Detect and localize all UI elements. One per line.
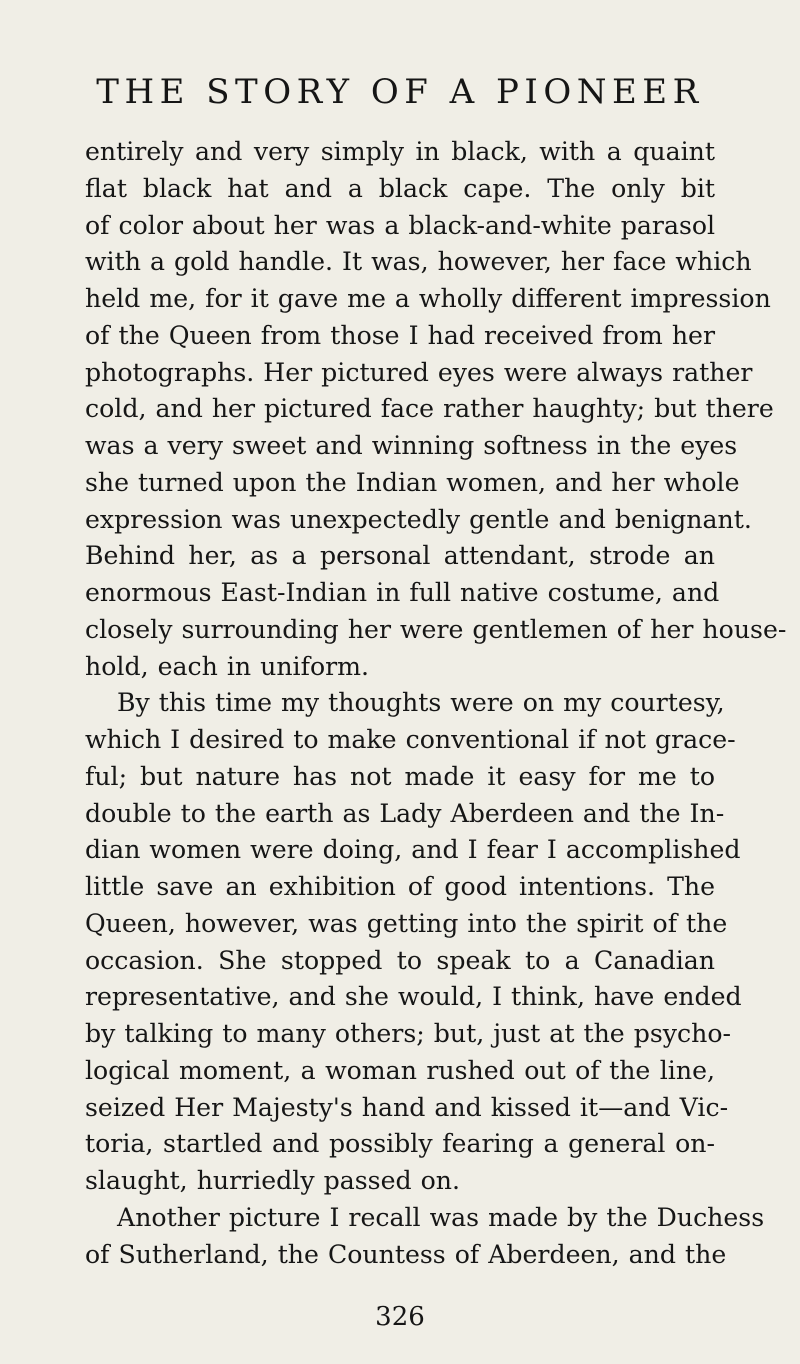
text-line: toria, startled and possibly fearing a general on- <box>85 1129 715 1159</box>
text-line: Behind her, as a personal attendant, strode an <box>85 541 715 571</box>
text-line: little save an exhibition of good intentions. The <box>85 872 715 901</box>
text-line: Queen, however, was getting into the spirit of the <box>85 908 728 938</box>
text-line: double to the earth as Lady Aberdeen and the In- <box>85 798 725 828</box>
text-line: logical moment, a woman rushed out of the line, <box>85 1055 715 1085</box>
text-line: she turned upon the Indian women, and her whole <box>85 467 740 497</box>
text-line: of color about her was a black-and-white parasol <box>85 210 716 240</box>
text-line: ful; but nature has not made it easy for me to <box>85 761 715 791</box>
text-line: flat black hat and a black cape. The only bit <box>85 173 715 203</box>
text-line: photographs. Her pictured eyes were always rather <box>85 357 753 387</box>
body-text <box>85 134 787 1273</box>
text-line: seized Her Majesty's hand and kissed it—and Vic- <box>85 1092 729 1122</box>
text-line: which I desired to make conventional if not grace- <box>85 725 736 754</box>
running-head: THE STORY OF A PIONEER <box>96 72 704 112</box>
page-number: 326 <box>375 1302 425 1332</box>
text-line: held me, for it gave me a wholly different impression <box>85 284 771 313</box>
text-line: entirely and very simply in black, with a quaint <box>85 137 715 166</box>
text-line: expression was unexpectedly gentle and benignant. <box>85 504 752 534</box>
text-line: closely surrounding her were gentlemen of her house- <box>85 614 787 644</box>
text-line: with a gold handle. It was, however, her face which <box>85 247 752 277</box>
text-line: occasion. She stopped to speak to a Canadian <box>85 945 715 975</box>
text-line: dian women were doing, and I fear I accomplished <box>85 835 741 865</box>
text-line: by talking to many others; but, just at the psycho- <box>85 1019 731 1048</box>
text-line: was a very sweet and winning softness in the eyes <box>85 431 738 460</box>
text-line: slaught, hurriedly passed on. <box>85 1166 461 1195</box>
text-line: of the Queen from those I had received from her <box>85 320 715 350</box>
text-line: representative, and she would, I think, have ended <box>85 982 742 1012</box>
text-line: Another picture I recall was made by the Duchess <box>117 1202 765 1232</box>
text-line: hold, each in uniform. <box>85 651 370 681</box>
text-line: enormous East-Indian in full native costume, and <box>85 578 720 607</box>
text-line: cold, and her pictured face rather haughty; but there <box>85 394 774 424</box>
text-line: By this time my thoughts were on my courtesy, <box>117 688 725 718</box>
text-line: of Sutherland, the Countess of Aberdeen, and the <box>85 1239 727 1269</box>
